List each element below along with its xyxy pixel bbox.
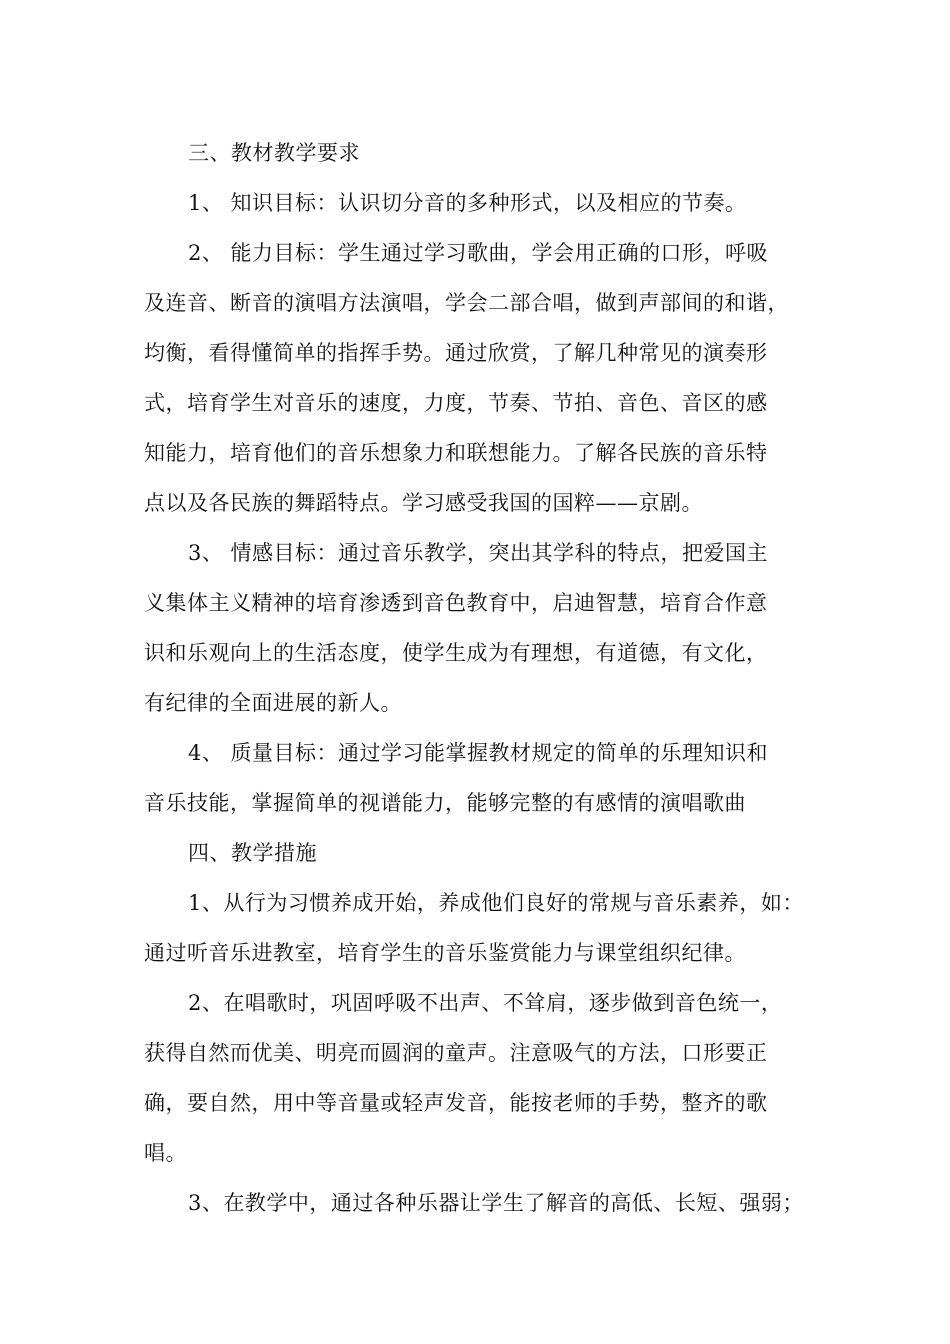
paragraph-line: 2、 能力目标：学生通过学习歌曲，学会用正确的口形，呼吸 [188, 241, 769, 265]
paragraph-line: 1、从行为习惯养成开始，养成他们良好的常规与音乐素养，如： [188, 891, 804, 915]
paragraph-line: 获得自然而优美、明亮而圆润的童声。注意吸气的方法，口形要正 [144, 1041, 768, 1065]
paragraph-line: 音乐技能，掌握简单的视谱能力，能够完整的有感情的演唱歌曲 [144, 791, 746, 815]
paragraph-line: 式，培育学生对音乐的速度，力度，节奏、节拍、音色、音区的感 [144, 391, 768, 415]
paragraph-line: 知能力，培育他们的音乐想象力和联想能力。了解各民族的音乐特 [144, 441, 768, 465]
paragraph-line: 识和乐观向上的生活态度，使学生成为有理想，有道德，有文化， [144, 641, 768, 665]
paragraph-line: 2、在唱歌时，巩固呼吸不出声、不耸肩，逐步做到音色统一， [188, 991, 783, 1015]
paragraph-line: 3、在教学中，通过各种乐器让学生了解音的高低、长短、强弱； [188, 1191, 804, 1215]
section-heading-4: 四、教学措施 [188, 841, 317, 865]
paragraph-line: 3、 情感目标：通过音乐教学，突出其学科的特点，把爱国主 [188, 541, 769, 565]
paragraph-line: 及连音、断音的演唱方法演唱，学会二部合唱，做到声部间的和谐， [144, 291, 789, 315]
paragraph-line: 有纪律的全面进展的新人。 [144, 691, 402, 715]
paragraph-line: 义集体主义精神的培育渗透到音色教育中，启迪智慧，培育合作意 [144, 591, 768, 615]
paragraph-line: 唱。 [144, 1141, 187, 1165]
paragraph-line: 确，要自然，用中等音量或轻声发音，能按老师的手势，整齐的歌 [144, 1091, 768, 1115]
paragraph-line: 通过听音乐进教室，培育学生的音乐鉴赏能力与课堂组织纪律。 [144, 941, 746, 965]
paragraph-line: 1、 知识目标：认识切分音的多种形式，以及相应的节奏。 [188, 191, 747, 215]
paragraph-line: 均衡，看得懂简单的指挥手势。通过欣赏，了解几种常见的演奏形 [144, 341, 768, 365]
paragraph-line: 4、 质量目标：通过学习能掌握教材规定的简单的乐理知识和 [188, 741, 769, 765]
paragraph-line: 点以及各民族的舞蹈特点。学习感受我国的国粹——京剧。 [144, 491, 703, 515]
section-heading-3: 三、教材教学要求 [188, 141, 360, 165]
document-body [144, 128, 824, 1228]
